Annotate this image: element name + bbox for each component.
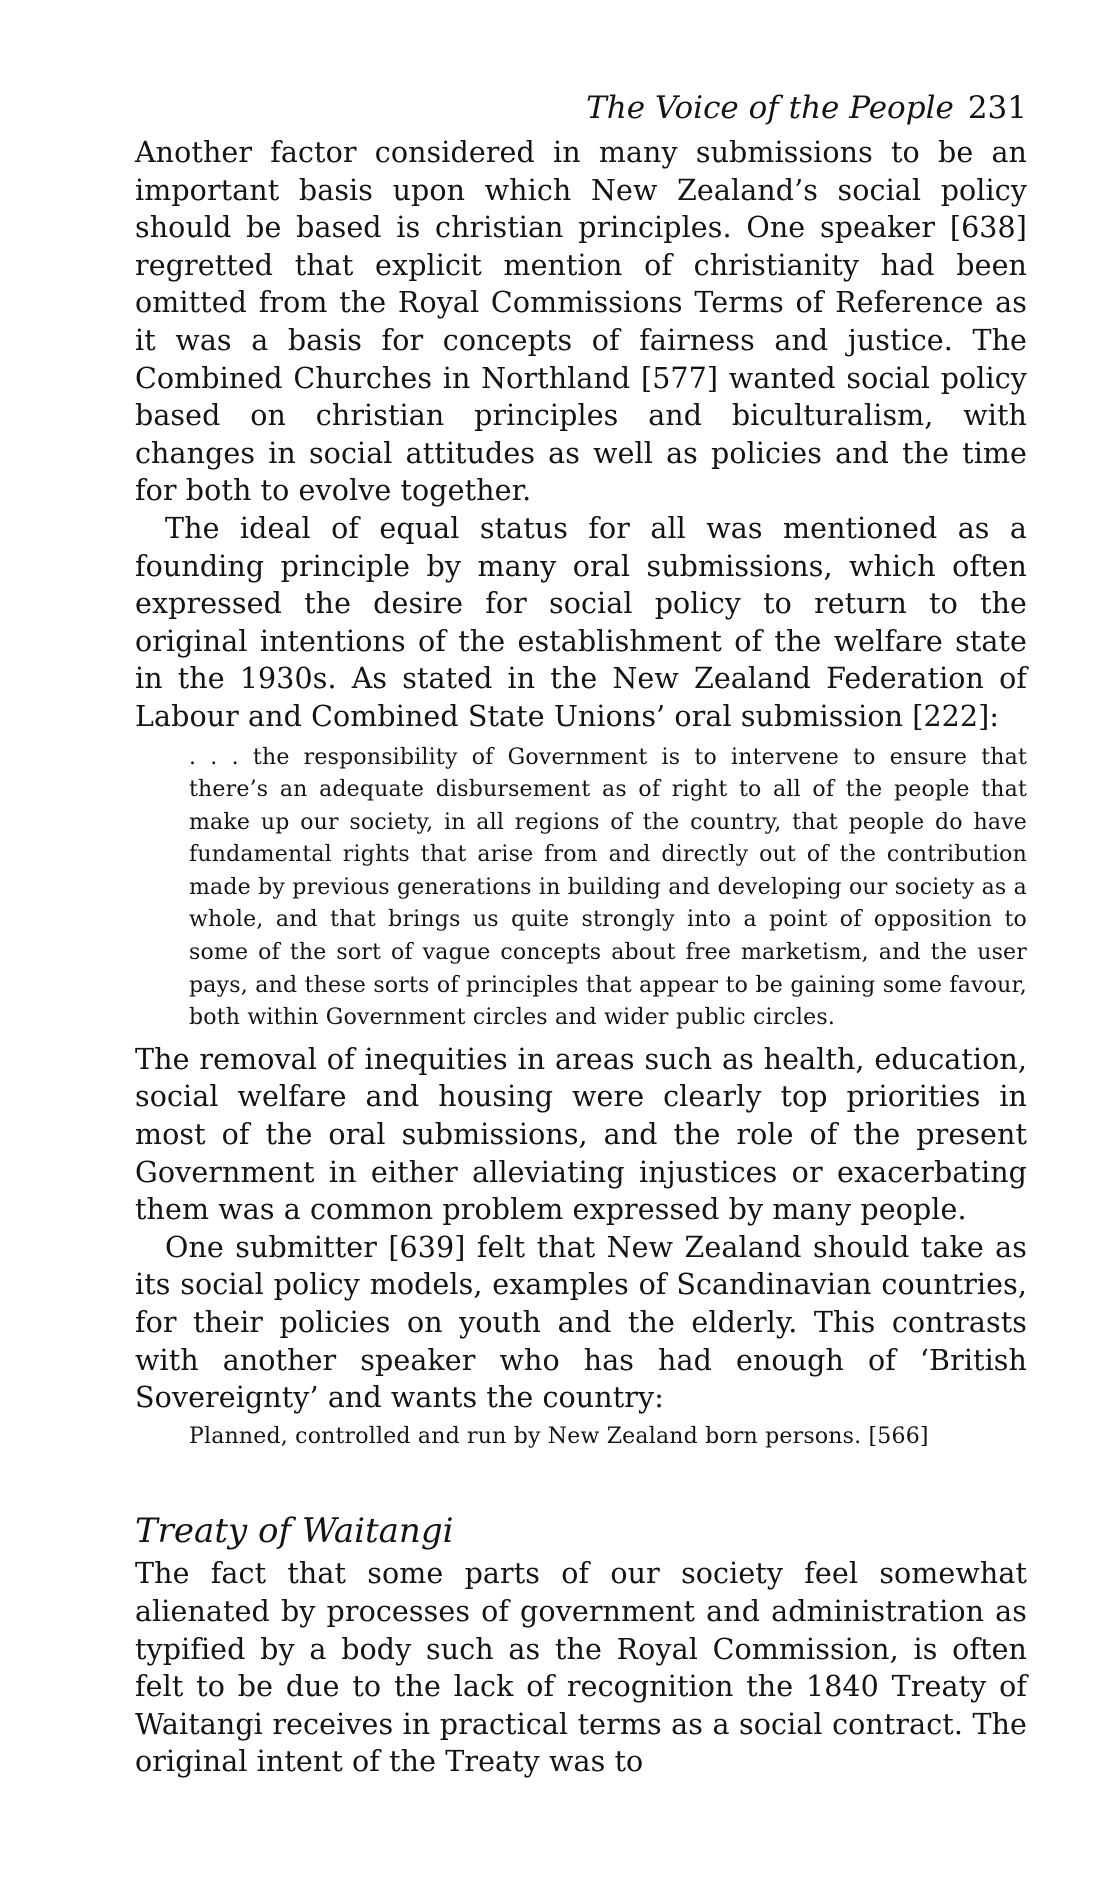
paragraph-christian-principles: Another factor considered in many submissions to be an important basis upon which New Zealand’s social policy should be based is christian principles. One speaker [638] regretted that explicit mention of christianity had been omitted from the Royal Commissions Terms of Reference as it was a basis for concepts of fairness and justice. The Combined Churches in Northland [577] wanted social policy based on christian principles and biculturalism, with changes in social attitudes as well as policies and the time for both to evolve together. [135, 136, 1027, 508]
block-quote-federation-of-labour: . . . the responsibility of Government is to intervene to ensure that there’s an adequate disbursement as of right to all of the people that make up our society, in all regions of the country, that people do have fundamental rights that arise from and directly out of the contribution made by previous generations in building and developing our society as a whole, and that brings us quite strongly into a point of opposition to some of the sort of vague concepts about free marketism, and the user pays, and these sorts of principles that appear to be gaining some favour, both within Government circles and wider public circles. [189, 744, 1027, 1031]
paragraph-equal-status: The ideal of equal status for all was mentioned as a founding principle by many oral submissions, which often expressed the desire for social policy to return to the original intentions of the establishment of the welfare state in the 1930s. As stated in the New Zealand Federation of Labour and Combined State Unions’ oral submission [222]: [135, 511, 1027, 733]
paragraph-treaty-intro: The fact that some parts of our society feel somewhat alienated by processes of government and administration as typified by a body such as the Royal Commission, is often felt to be due to the lack of recognition the 1840 Treaty of Waitangi receives in practical terms as a social contract. The original intent of the Treaty was to [135, 1557, 1027, 1779]
page-number: 231 [967, 90, 1027, 126]
running-head [135, 88, 1027, 134]
paragraph-removal-of-inequities: The removal of inequities in areas such as health, education, social welfare and housing were clearly top priorities in most of the oral submissions, and the role of the present Government in either alleviating injustices or exacerbating them was a common problem expressed by many people. [135, 1042, 1027, 1227]
paragraph-scandinavian-models: One submitter [639] felt that New Zealand should take as its social policy models, examples of Scandinavian countries, for their policies on youth and the elderly. This contrasts with another speaker who has had enough of ‘British Sovereignty’ and wants the country: [135, 1230, 1027, 1415]
running-head-title: The Voice of the People [586, 90, 954, 126]
book-page [135, 88, 1027, 1781]
section-heading-treaty-of-waitangi: Treaty of Waitangi [135, 1511, 454, 1552]
block-quote-new-zealand-born: Planned, controlled and run by New Zealand born persons. [566] [189, 1423, 929, 1449]
